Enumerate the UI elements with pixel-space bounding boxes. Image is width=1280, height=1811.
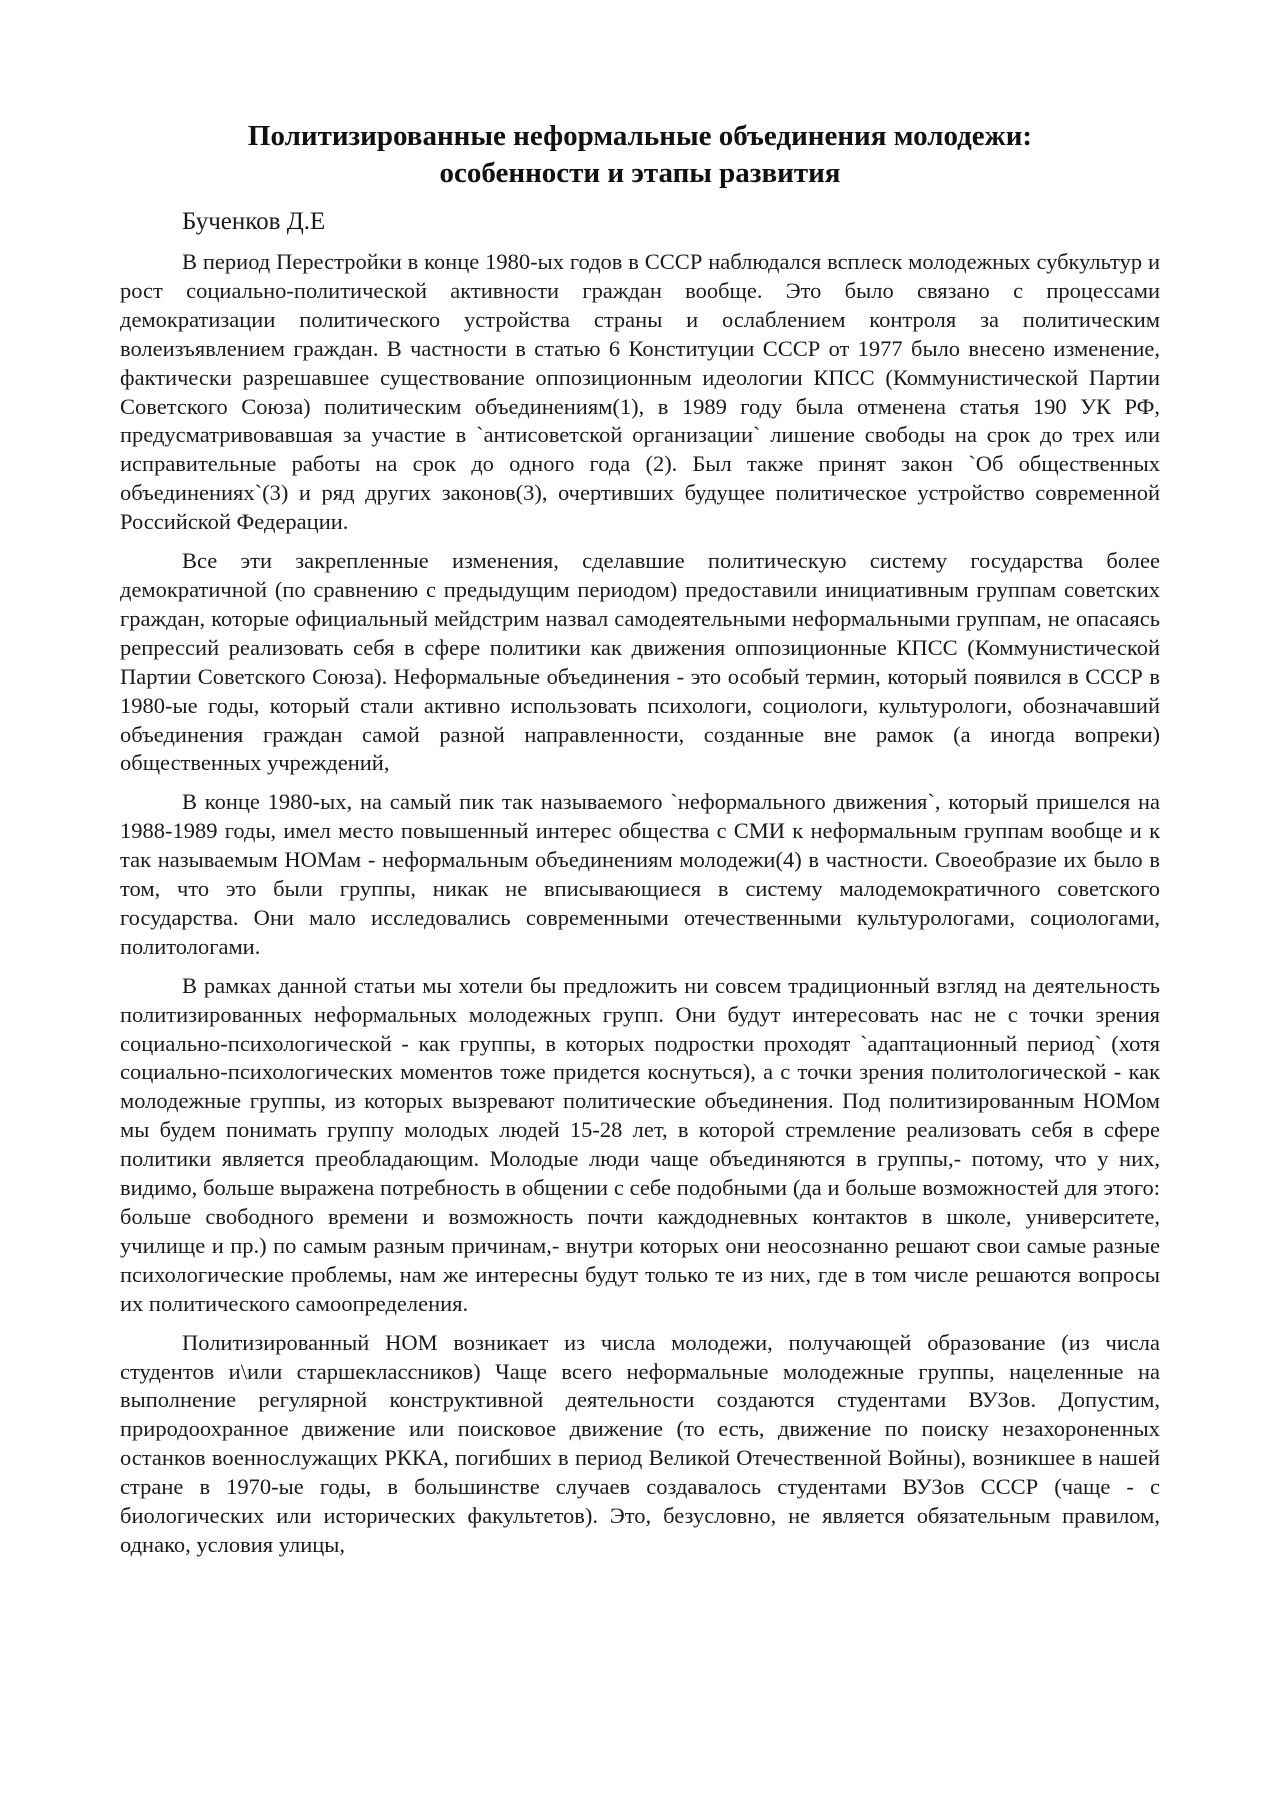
article-title xyxy=(120,118,1160,192)
title-line-1: Политизированные неформальные объединения молодежи: xyxy=(247,120,1033,152)
author-name: Бученков Д.Е xyxy=(182,208,326,235)
paragraph-2: Все эти закрепленные изменения, сделавшие политическую систему государства более демократичной (по сравнению с предыдущим периодом) предоставили инициативным группам советских граждан, которые официальный мейдстрим назвал самодеятельными неформальными группам, не опасаясь репрессий реализовать себя в сфере политики как движения оппозиционные КПСС (Коммунистической Партии Советского Союза). Неформальные объединения - это особый термин, который появился в СССР в 1980-ые годы, который стали активно использовать психологи, социологи, культурологи, обозначавший объединения граждан самой разной направленности, созданные вне рамок (а иногда вопреки) общественных учреждений, xyxy=(120,548,1160,776)
title-line-2: особенности и этапы развития xyxy=(439,157,841,189)
paragraph-1: В период Перестройки в конце 1980-ых годов в СССР наблюдался всплеск молодежных субкультур и рост социально-политической активности граждан вообще. Это было связано с процессами демократизации политического устройства страны и ослаблением контроля за политическим волеизъявлением граждан. В частности в статью 6 Конституции СССР от 1977 было внесено изменение, фактически разрешавшее существование оппозиционным идеологии КПСС (Коммунистической Партии Советского Союза) политическим объединениям(1), в 1989 году была отменена статья 190 УК РФ, предусматривовавшая за участие в `антисоветской организации` лишение свободы на срок до трех или исправительные работы на срок до одного года (2). Был также принят закон `Об общественных объединениях`(3) и ряд других законов(3), очертивших будущее политическое устройство современной Российской Федерации. xyxy=(120,249,1160,535)
paragraph-3: В конце 1980-ых, на самый пик так называемого `неформального движения`, который пришелся на 1988-1989 годы, имел место повышенный интерес общества с СМИ к неформальным группам вообще и к так называемым НОМам - неформальным объединениям молодежи(4) в частности. Своеобразие их было в том, что это были группы, никак не вписывающиеся в систему малодемократичного советского государства. Они мало исследовались современными отечественными культурологами, социологами, политологами. xyxy=(120,789,1160,959)
document-page xyxy=(120,118,1160,1570)
article-body xyxy=(120,248,1160,1560)
paragraph-5: Политизированный НОМ возникает из числа молодежи, получающей образование (из числа студентов и\или старшеклассников) Чаще всего неформальные молодежные группы, нацеленные на выполнение регулярной конструктивной деятельности создаются студентами ВУЗов. Допустим, природоохранное движение или поисковое движение (то есть, движение по поиску незахороненных останков военнослужащих РККА, погибших в период Великой Отечественной Войны), возникшее в нашей стране в 1970-ые годы, в большинстве случаев создавалось студентами ВУЗов СССР (чаще - с биологических или исторических факультетов). Это, безусловно, не является обязательным правилом, однако, условия улицы, xyxy=(120,1329,1160,1557)
paragraph-4: В рамках данной статьи мы хотели бы предложить ни совсем традиционный взгляд на деятельность политизированных неформальных молодежных групп. Они будут интересовать нас не с точки зрения социально-психологической - как группы, в которых подростки проходят `адаптационный период` (хотя социально-психологических моментов тоже придется коснуться), а с точки зрения политологической - как молодежные группы, из которых вызревают политические объединения. Под политизированным НОМом мы будем понимать группу молодых людей 15-28 лет, в которой стремление реализовать себя в сфере политики является преобладающим. Молодые люди чаще объединяются в группы,- потому, что у них, видимо, больше выражена потребность в общении с себе подобными (да и больше возможностей для этого: больше свободного времени и возможность почти каждодневных контактов в школе, университете, училище и пр.) по самым разным причинам,- внутри которых они неосознанно решают свои самые разные психологические проблемы, нам же интересны будут только те из них, где в том числе решаются вопросы их политического самоопределения. xyxy=(120,972,1160,1316)
